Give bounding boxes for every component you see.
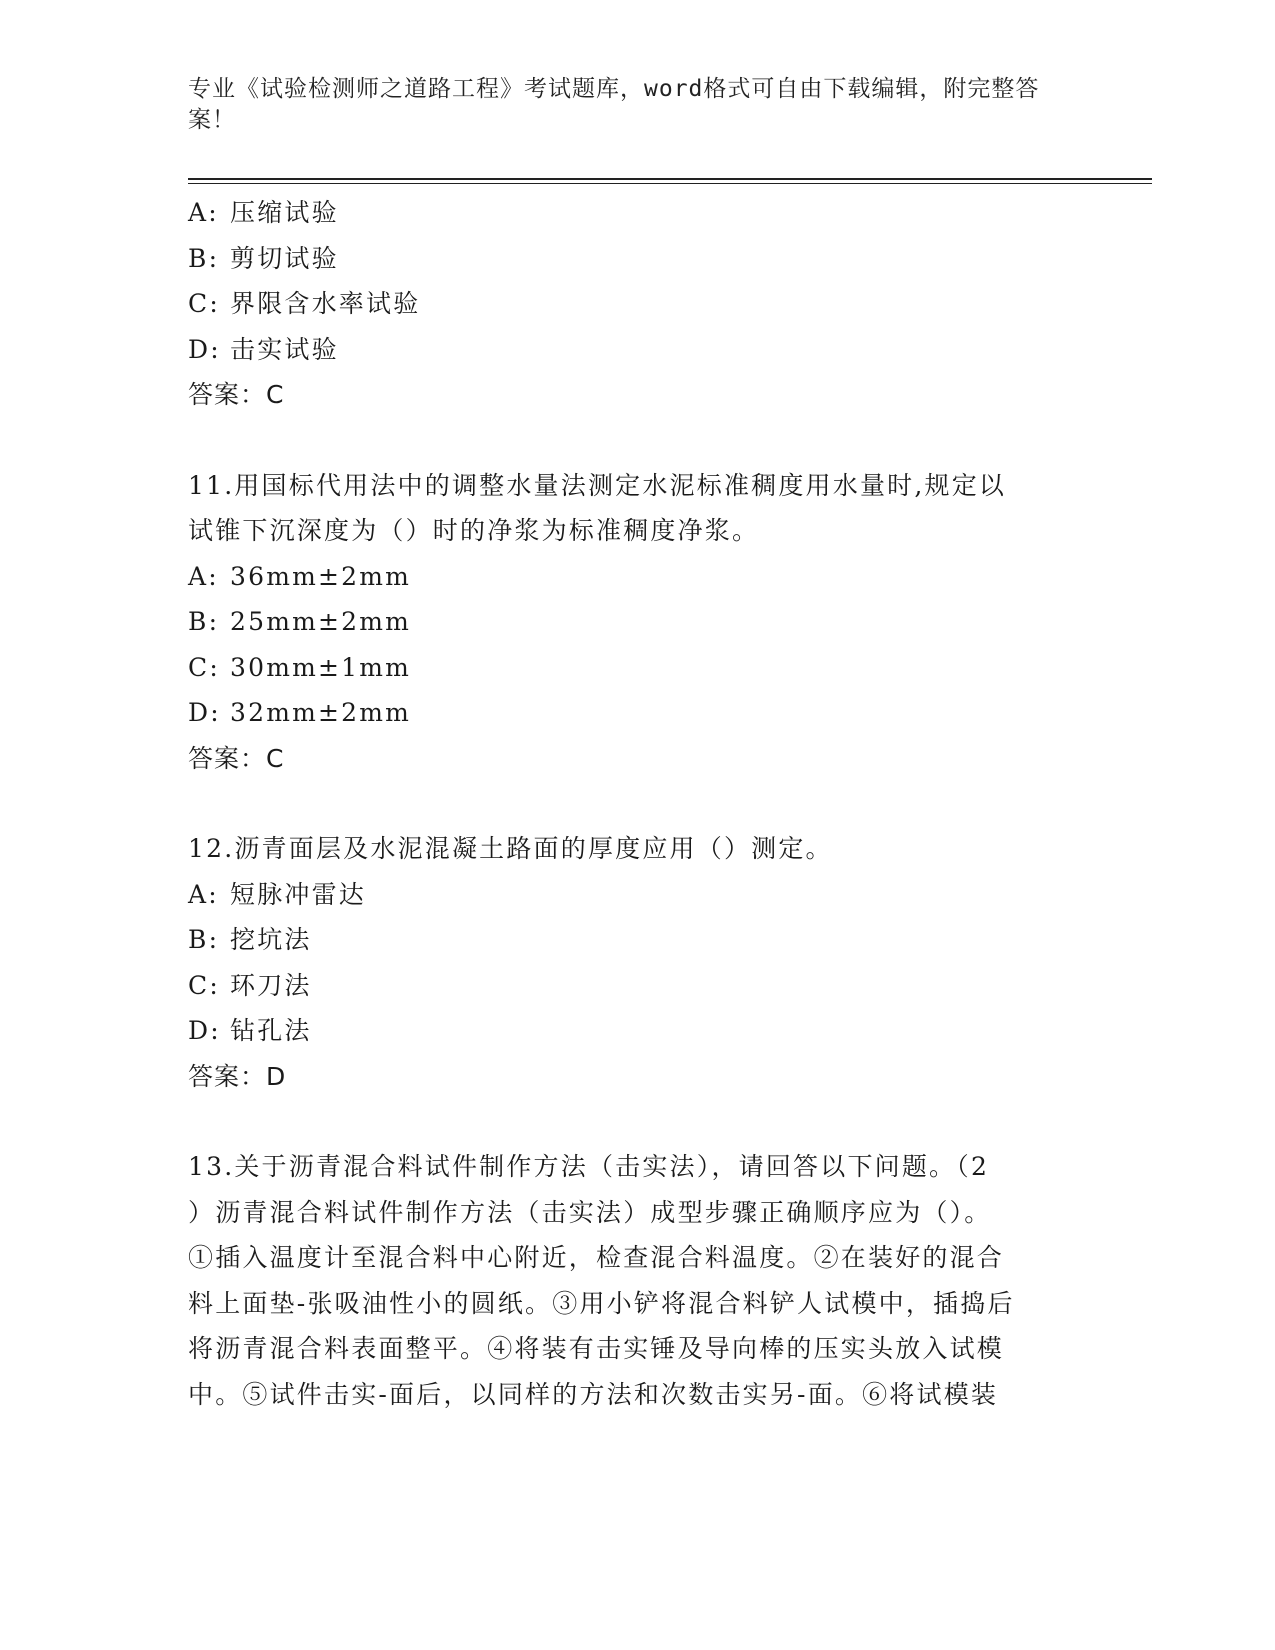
option-d — [188, 690, 1078, 736]
header-divider-thin — [188, 183, 1152, 184]
question-stem-line: 13.关于沥青混合料试件制作方法（击实法），请回答以下问题。（2 — [188, 1152, 990, 1181]
spacer — [188, 1099, 1078, 1144]
option-text: 环刀法 — [230, 970, 312, 1000]
option-label: A: — [188, 198, 219, 227]
option-label: B: — [188, 243, 220, 273]
option-label: D: — [188, 334, 221, 364]
question-stem-line: 将沥青混合料表面整平。④将装有击实锤及导向棒的压实头放入试模 — [188, 1334, 1005, 1363]
option-text: 界限含水率试验 — [230, 289, 421, 318]
question-12 — [188, 826, 1078, 1099]
question-stem-line: 中。⑤试件击实-面后，以同样的方法和次数击实另-面。⑥将试模装 — [188, 1379, 999, 1409]
question-stem-line: 试锥下沉深度为（）时的净浆为标准稠度净浆。 — [188, 516, 760, 545]
option-label: D: — [188, 1016, 221, 1045]
answer-line: 答案：C — [188, 743, 285, 773]
document-header: 专业《试验检测师之道路工程》考试题库，word格式可自由下载编辑，附完整答案！ — [188, 76, 1040, 133]
option-b — [188, 599, 1078, 645]
question-10 — [188, 190, 1078, 418]
question-stem-line: 12.沥青面层及水泥混凝土路面的厚度应用（）测定。 — [188, 834, 833, 863]
option-label: C: — [188, 289, 220, 318]
option-label: B: — [188, 607, 220, 636]
question-stem-line: ）沥青混合料试件制作方法（击实法）成型步骤正确顺序应为（）。 — [188, 1197, 992, 1227]
option-text: 击实试验 — [230, 334, 339, 364]
option-text: 挖坑法 — [230, 925, 312, 954]
option-d — [188, 1008, 1078, 1054]
option-c — [188, 281, 1078, 327]
option-text: 钻孔法 — [230, 1016, 312, 1045]
option-c — [188, 963, 1078, 1009]
question-11 — [188, 463, 1078, 782]
option-label: A: — [188, 879, 219, 909]
option-text: 短脉冲雷达 — [230, 879, 367, 909]
option-text: 剪切试验 — [230, 243, 339, 273]
answer-line: 答案：D — [188, 1061, 287, 1091]
spacer — [188, 781, 1078, 826]
option-label: B: — [188, 925, 220, 954]
question-stem-line: 11.用国标代用法中的调整水量法测定水泥标准稠度用水量时,规定以 — [188, 470, 1007, 500]
question-13 — [188, 1144, 1078, 1417]
question-list — [188, 190, 1078, 1417]
option-b — [188, 236, 1078, 282]
option-label: D: — [188, 698, 221, 727]
option-c — [188, 645, 1078, 691]
question-stem-line: 料上面垫-张吸油性小的圆纸。③用小铲将混合料铲人试模中，插捣后 — [188, 1288, 1015, 1318]
header-divider-thick — [188, 178, 1152, 180]
option-text: 36mm±2mm — [230, 561, 412, 591]
option-b — [188, 917, 1078, 963]
option-text: 压缩试验 — [230, 198, 339, 227]
option-a — [188, 190, 1078, 236]
option-label: A: — [188, 561, 219, 591]
option-a — [188, 872, 1078, 918]
option-text: 30mm±1mm — [230, 652, 412, 682]
option-text: 25mm±2mm — [230, 607, 412, 636]
answer-line: 答案：C — [188, 380, 285, 409]
option-label: C: — [188, 652, 220, 682]
question-stem-line: ①插入温度计至混合料中心附近，检查混合料温度。②在装好的混合 — [188, 1243, 1005, 1272]
option-d — [188, 327, 1078, 373]
option-label: C: — [188, 970, 220, 1000]
spacer — [188, 418, 1078, 463]
option-text: 32mm±2mm — [230, 698, 412, 727]
option-a — [188, 554, 1078, 600]
